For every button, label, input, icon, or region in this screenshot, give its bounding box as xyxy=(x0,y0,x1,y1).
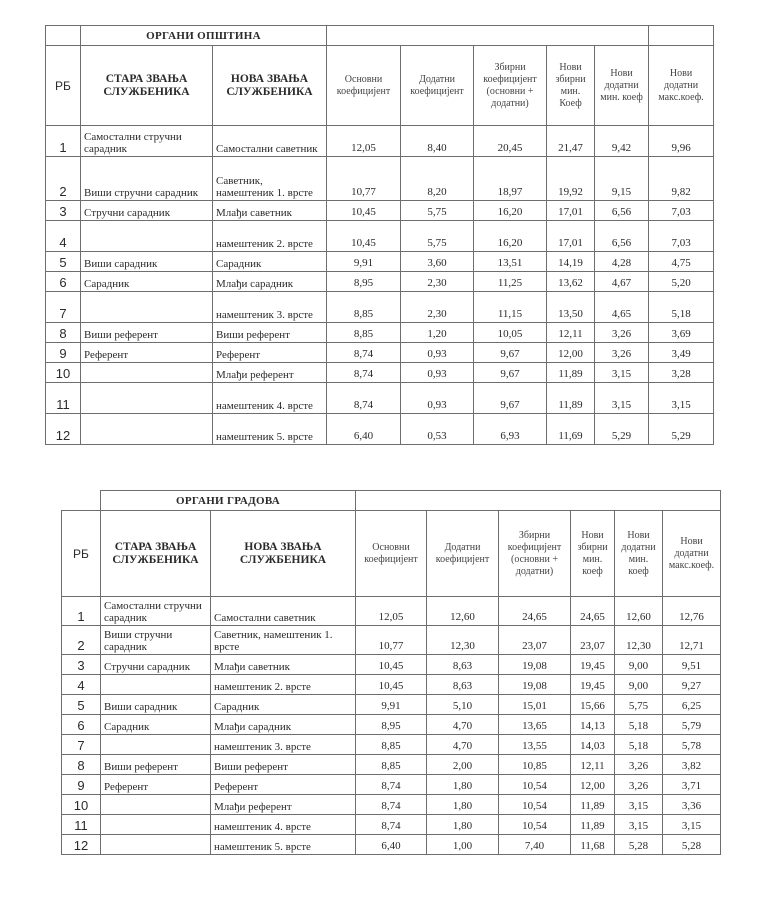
row-number: 8 xyxy=(62,755,101,775)
new-total-min-cell: 11,89 xyxy=(571,795,615,815)
new-title-cell: намештеник 4. врсте xyxy=(213,383,327,414)
basic-coef-cell: 12,05 xyxy=(356,597,427,626)
new-total-min-cell: 11,68 xyxy=(571,835,615,855)
new-add-min-cell: 5,18 xyxy=(615,735,663,755)
new-add-max-cell: 12,76 xyxy=(663,597,721,626)
header-new-add-min: Нови додатни мин. коеф xyxy=(595,46,649,126)
new-title-cell: Самостални саветник xyxy=(213,126,327,157)
table-title: ОРГАНИ ОПШТИНА xyxy=(81,26,327,46)
table-row xyxy=(62,715,721,735)
new-add-max-cell: 7,03 xyxy=(649,221,714,252)
basic-coef-cell: 8,74 xyxy=(327,363,401,383)
new-add-min-cell: 5,18 xyxy=(615,715,663,735)
total-coef-cell: 6,93 xyxy=(474,414,547,445)
header-new-add-max: Нови додатни макс.коеф. xyxy=(663,511,721,597)
basic-coef-cell: 8,85 xyxy=(356,735,427,755)
basic-coef-cell: 9,91 xyxy=(356,695,427,715)
table-row xyxy=(62,695,721,715)
basic-coef-cell: 8,74 xyxy=(356,775,427,795)
old-title-cell: Виши сарадник xyxy=(101,695,211,715)
new-add-max-cell: 9,51 xyxy=(663,655,721,675)
table-row xyxy=(62,597,721,626)
new-title-cell: намештеник 5. врсте xyxy=(213,414,327,445)
basic-coef-cell: 8,85 xyxy=(327,292,401,323)
basic-coef-cell: 6,40 xyxy=(327,414,401,445)
row-number: 12 xyxy=(62,835,101,855)
old-title-cell xyxy=(101,675,211,695)
header-additional-coef: Додатни коефицијент xyxy=(401,46,474,126)
additional-coef-cell: 8,40 xyxy=(401,126,474,157)
header-spacer xyxy=(649,26,714,46)
table-row xyxy=(46,221,714,252)
new-title-cell: Виши референт xyxy=(213,323,327,343)
table-row xyxy=(62,795,721,815)
row-number: 11 xyxy=(46,383,81,414)
additional-coef-cell: 12,60 xyxy=(427,597,499,626)
total-coef-cell: 20,45 xyxy=(474,126,547,157)
basic-coef-cell: 12,05 xyxy=(327,126,401,157)
total-coef-cell: 11,25 xyxy=(474,272,547,292)
additional-coef-cell: 3,60 xyxy=(401,252,474,272)
basic-coef-cell: 8,74 xyxy=(356,815,427,835)
new-add-min-cell: 3,26 xyxy=(615,775,663,795)
table-row xyxy=(46,363,714,383)
header-new-add-min: Нови додатни мин. коеф xyxy=(615,511,663,597)
header-total-coef: Збирни коефицијент (основни + додатни) xyxy=(499,511,571,597)
total-coef-cell: 10,54 xyxy=(499,775,571,795)
new-total-min-cell: 19,45 xyxy=(571,675,615,695)
table-row xyxy=(62,655,721,675)
row-number: 2 xyxy=(46,157,81,201)
row-number: 6 xyxy=(62,715,101,735)
old-title-cell: Виши референт xyxy=(101,755,211,775)
total-coef-cell: 10,54 xyxy=(499,795,571,815)
old-title-cell: Стручни сарадник xyxy=(81,201,213,221)
corner-cell xyxy=(62,491,101,511)
new-total-min-cell: 19,45 xyxy=(571,655,615,675)
corner-cell xyxy=(46,26,81,46)
new-title-cell: Млађи саветник xyxy=(211,655,356,675)
table-row xyxy=(62,755,721,775)
additional-coef-cell: 4,70 xyxy=(427,715,499,735)
table-organi-opstina xyxy=(45,25,714,445)
row-number: 2 xyxy=(62,626,101,655)
old-title-cell: Референт xyxy=(81,343,213,363)
table-row xyxy=(62,835,721,855)
row-number: 10 xyxy=(46,363,81,383)
row-number: 5 xyxy=(62,695,101,715)
total-coef-cell: 11,15 xyxy=(474,292,547,323)
additional-coef-cell: 4,70 xyxy=(427,735,499,755)
table-row xyxy=(46,323,714,343)
additional-coef-cell: 2,30 xyxy=(401,272,474,292)
new-title-cell: Референт xyxy=(211,775,356,795)
basic-coef-cell: 8,95 xyxy=(327,272,401,292)
new-add-min-cell: 5,28 xyxy=(615,835,663,855)
header-basic-coef: Основни коефицијент xyxy=(356,511,427,597)
new-total-min-cell: 15,66 xyxy=(571,695,615,715)
new-add-min-cell: 6,56 xyxy=(595,201,649,221)
new-add-min-cell: 5,75 xyxy=(615,695,663,715)
new-total-min-cell: 13,50 xyxy=(547,292,595,323)
new-total-min-cell: 11,89 xyxy=(571,815,615,835)
new-add-max-cell: 3,15 xyxy=(649,383,714,414)
new-add-max-cell: 5,79 xyxy=(663,715,721,735)
new-title-cell: Млађи саветник xyxy=(213,201,327,221)
basic-coef-cell: 8,74 xyxy=(327,343,401,363)
new-title-cell: Млађи референт xyxy=(213,363,327,383)
additional-coef-cell: 5,75 xyxy=(401,221,474,252)
additional-coef-cell: 2,00 xyxy=(427,755,499,775)
new-add-min-cell: 4,67 xyxy=(595,272,649,292)
table-row xyxy=(46,252,714,272)
new-total-min-cell: 11,89 xyxy=(547,363,595,383)
new-title-cell: намештеник 2. врсте xyxy=(213,221,327,252)
additional-coef-cell: 5,10 xyxy=(427,695,499,715)
old-title-cell xyxy=(101,735,211,755)
additional-coef-cell: 1,80 xyxy=(427,775,499,795)
table-title: ОРГАНИ ГРАДОВА xyxy=(101,491,356,511)
header-basic-coef: Основни коефицијент xyxy=(327,46,401,126)
additional-coef-cell: 0,53 xyxy=(401,414,474,445)
header-new-title: НОВА ЗВАЊА СЛУЖБЕНИКА xyxy=(213,46,327,126)
row-number: 4 xyxy=(46,221,81,252)
row-number: 6 xyxy=(46,272,81,292)
new-total-min-cell: 13,62 xyxy=(547,272,595,292)
new-add-min-cell: 3,15 xyxy=(595,383,649,414)
new-add-min-cell: 12,30 xyxy=(615,626,663,655)
header-new-total-min: Нови збирни мин. коеф xyxy=(571,511,615,597)
basic-coef-cell: 8,74 xyxy=(327,383,401,414)
row-number: 12 xyxy=(46,414,81,445)
table-row xyxy=(46,414,714,445)
header-new-total-min: Нови збирни мин. Коеф xyxy=(547,46,595,126)
new-add-max-cell: 7,03 xyxy=(649,201,714,221)
new-add-min-cell: 3,26 xyxy=(595,343,649,363)
new-title-cell: Референт xyxy=(213,343,327,363)
old-title-cell: Сарадник xyxy=(81,272,213,292)
row-number: 9 xyxy=(46,343,81,363)
header-total-coef: Збирни коефицијент (основни + додатни) xyxy=(474,46,547,126)
total-coef-cell: 23,07 xyxy=(499,626,571,655)
new-add-min-cell: 3,26 xyxy=(595,323,649,343)
new-add-min-cell: 3,15 xyxy=(615,795,663,815)
basic-coef-cell: 10,45 xyxy=(327,221,401,252)
new-title-cell: Млађи референт xyxy=(211,795,356,815)
old-title-cell xyxy=(81,221,213,252)
new-add-max-cell: 6,25 xyxy=(663,695,721,715)
total-coef-cell: 24,65 xyxy=(499,597,571,626)
total-coef-cell: 10,54 xyxy=(499,815,571,835)
row-number: 8 xyxy=(46,323,81,343)
basic-coef-cell: 10,77 xyxy=(356,626,427,655)
new-title-cell: Саветник, намештеник 1. врсте xyxy=(211,626,356,655)
new-add-min-cell: 9,00 xyxy=(615,655,663,675)
new-title-cell: Самостални саветник xyxy=(211,597,356,626)
new-total-min-cell: 19,92 xyxy=(547,157,595,201)
old-title-cell xyxy=(81,363,213,383)
total-coef-cell: 7,40 xyxy=(499,835,571,855)
new-total-min-cell: 11,89 xyxy=(547,383,595,414)
old-title-cell: Самостални стручни сарадник xyxy=(101,597,211,626)
total-coef-cell: 16,20 xyxy=(474,201,547,221)
new-add-min-cell: 9,42 xyxy=(595,126,649,157)
basic-coef-cell: 6,40 xyxy=(356,835,427,855)
total-coef-cell: 13,51 xyxy=(474,252,547,272)
table-row xyxy=(62,675,721,695)
new-add-min-cell: 3,15 xyxy=(595,363,649,383)
additional-coef-cell: 1,00 xyxy=(427,835,499,855)
additional-coef-cell: 1,80 xyxy=(427,795,499,815)
total-coef-cell: 19,08 xyxy=(499,655,571,675)
row-number: 1 xyxy=(46,126,81,157)
row-number: 11 xyxy=(62,815,101,835)
row-number: 5 xyxy=(46,252,81,272)
table-row xyxy=(46,157,714,201)
new-add-max-cell: 5,18 xyxy=(649,292,714,323)
old-title-cell: Виши референт xyxy=(81,323,213,343)
new-add-max-cell: 3,69 xyxy=(649,323,714,343)
row-number: 9 xyxy=(62,775,101,795)
table-row xyxy=(62,815,721,835)
basic-coef-cell: 10,45 xyxy=(327,201,401,221)
new-add-max-cell: 3,15 xyxy=(663,815,721,835)
total-coef-cell: 9,67 xyxy=(474,363,547,383)
new-title-cell: намештеник 3. врсте xyxy=(213,292,327,323)
new-title-cell: намештеник 3. врсте xyxy=(211,735,356,755)
new-total-min-cell: 14,19 xyxy=(547,252,595,272)
old-title-cell xyxy=(81,414,213,445)
additional-coef-cell: 8,20 xyxy=(401,157,474,201)
old-title-cell: Самостални стручни сарадник xyxy=(81,126,213,157)
new-total-min-cell: 23,07 xyxy=(571,626,615,655)
total-coef-cell: 9,67 xyxy=(474,343,547,363)
header-additional-coef: Додатни коефицијент xyxy=(427,511,499,597)
header-rb: РБ xyxy=(62,511,101,597)
new-add-min-cell: 4,65 xyxy=(595,292,649,323)
table-row xyxy=(46,343,714,363)
new-title-cell: Сарадник xyxy=(213,252,327,272)
new-add-max-cell: 9,82 xyxy=(649,157,714,201)
new-add-max-cell: 5,20 xyxy=(649,272,714,292)
new-total-min-cell: 24,65 xyxy=(571,597,615,626)
table-row xyxy=(62,735,721,755)
new-add-max-cell: 4,75 xyxy=(649,252,714,272)
old-title-cell: Виши сарадник xyxy=(81,252,213,272)
new-add-min-cell: 12,60 xyxy=(615,597,663,626)
table-row xyxy=(46,126,714,157)
new-add-max-cell: 3,71 xyxy=(663,775,721,795)
new-add-min-cell: 9,15 xyxy=(595,157,649,201)
old-title-cell xyxy=(81,383,213,414)
new-add-max-cell: 9,96 xyxy=(649,126,714,157)
basic-coef-cell: 10,77 xyxy=(327,157,401,201)
table-row xyxy=(46,201,714,221)
basic-coef-cell: 8,95 xyxy=(356,715,427,735)
basic-coef-cell: 8,85 xyxy=(356,755,427,775)
new-add-min-cell: 5,29 xyxy=(595,414,649,445)
row-number: 1 xyxy=(62,597,101,626)
new-total-min-cell: 21,47 xyxy=(547,126,595,157)
table-row xyxy=(46,272,714,292)
total-coef-cell: 10,05 xyxy=(474,323,547,343)
new-total-min-cell: 12,00 xyxy=(571,775,615,795)
new-add-max-cell: 3,49 xyxy=(649,343,714,363)
table-row xyxy=(62,626,721,655)
table-row xyxy=(46,292,714,323)
new-total-min-cell: 17,01 xyxy=(547,221,595,252)
header-spacer xyxy=(327,26,649,46)
row-number: 7 xyxy=(62,735,101,755)
row-number: 10 xyxy=(62,795,101,815)
old-title-cell: Сарадник xyxy=(101,715,211,735)
total-coef-cell: 9,67 xyxy=(474,383,547,414)
old-title-cell xyxy=(101,795,211,815)
old-title-cell: Виши стручни сарадник xyxy=(81,157,213,201)
old-title-cell xyxy=(101,815,211,835)
additional-coef-cell: 12,30 xyxy=(427,626,499,655)
basic-coef-cell: 10,45 xyxy=(356,675,427,695)
new-title-cell: Млађи сарадник xyxy=(211,715,356,735)
new-add-min-cell: 4,28 xyxy=(595,252,649,272)
new-total-min-cell: 12,00 xyxy=(547,343,595,363)
new-total-min-cell: 11,69 xyxy=(547,414,595,445)
new-add-min-cell: 3,26 xyxy=(615,755,663,775)
additional-coef-cell: 0,93 xyxy=(401,343,474,363)
old-title-cell xyxy=(81,292,213,323)
old-title-cell: Референт xyxy=(101,775,211,795)
additional-coef-cell: 8,63 xyxy=(427,655,499,675)
header-rb: РБ xyxy=(46,46,81,126)
new-add-max-cell: 5,28 xyxy=(663,835,721,855)
new-title-cell: намештеник 5. врсте xyxy=(211,835,356,855)
additional-coef-cell: 8,63 xyxy=(427,675,499,695)
new-title-cell: Млађи сарадник xyxy=(213,272,327,292)
header-old-title: СТАРА ЗВАЊА СЛУЖБЕНИКА xyxy=(101,511,211,597)
new-total-min-cell: 12,11 xyxy=(547,323,595,343)
new-add-max-cell: 5,78 xyxy=(663,735,721,755)
additional-coef-cell: 2,30 xyxy=(401,292,474,323)
new-total-min-cell: 14,03 xyxy=(571,735,615,755)
basic-coef-cell: 9,91 xyxy=(327,252,401,272)
additional-coef-cell: 1,20 xyxy=(401,323,474,343)
table-row xyxy=(62,775,721,795)
table-organi-gradova xyxy=(61,490,721,855)
new-add-min-cell: 3,15 xyxy=(615,815,663,835)
total-coef-cell: 13,55 xyxy=(499,735,571,755)
new-add-min-cell: 6,56 xyxy=(595,221,649,252)
additional-coef-cell: 0,93 xyxy=(401,363,474,383)
new-add-max-cell: 5,29 xyxy=(649,414,714,445)
new-total-min-cell: 12,11 xyxy=(571,755,615,775)
row-number: 7 xyxy=(46,292,81,323)
header-spacer xyxy=(356,491,721,511)
total-coef-cell: 13,65 xyxy=(499,715,571,735)
old-title-cell xyxy=(101,835,211,855)
new-add-max-cell: 12,71 xyxy=(663,626,721,655)
new-title-cell: Саветник, намештеник 1. врсте xyxy=(213,157,327,201)
new-title-cell: Сарадник xyxy=(211,695,356,715)
total-coef-cell: 15,01 xyxy=(499,695,571,715)
basic-coef-cell: 10,45 xyxy=(356,655,427,675)
new-add-min-cell: 9,00 xyxy=(615,675,663,695)
new-add-max-cell: 3,36 xyxy=(663,795,721,815)
new-total-min-cell: 17,01 xyxy=(547,201,595,221)
new-total-min-cell: 14,13 xyxy=(571,715,615,735)
total-coef-cell: 19,08 xyxy=(499,675,571,695)
additional-coef-cell: 0,93 xyxy=(401,383,474,414)
header-new-title: НОВА ЗВАЊА СЛУЖБЕНИКА xyxy=(211,511,356,597)
new-title-cell: намештеник 4. врсте xyxy=(211,815,356,835)
total-coef-cell: 18,97 xyxy=(474,157,547,201)
additional-coef-cell: 5,75 xyxy=(401,201,474,221)
old-title-cell: Стручни сарадник xyxy=(101,655,211,675)
row-number: 3 xyxy=(62,655,101,675)
new-title-cell: Виши референт xyxy=(211,755,356,775)
new-add-max-cell: 3,82 xyxy=(663,755,721,775)
total-coef-cell: 10,85 xyxy=(499,755,571,775)
row-number: 3 xyxy=(46,201,81,221)
new-add-max-cell: 3,28 xyxy=(649,363,714,383)
new-add-max-cell: 9,27 xyxy=(663,675,721,695)
row-number: 4 xyxy=(62,675,101,695)
basic-coef-cell: 8,85 xyxy=(327,323,401,343)
header-new-add-max: Нови додатни макс.коеф. xyxy=(649,46,714,126)
basic-coef-cell: 8,74 xyxy=(356,795,427,815)
old-title-cell: Виши стручни сарадник xyxy=(101,626,211,655)
header-old-title: СТАРА ЗВАЊА СЛУЖБЕНИКА xyxy=(81,46,213,126)
table-row xyxy=(46,383,714,414)
new-title-cell: намештеник 2. врсте xyxy=(211,675,356,695)
total-coef-cell: 16,20 xyxy=(474,221,547,252)
additional-coef-cell: 1,80 xyxy=(427,815,499,835)
